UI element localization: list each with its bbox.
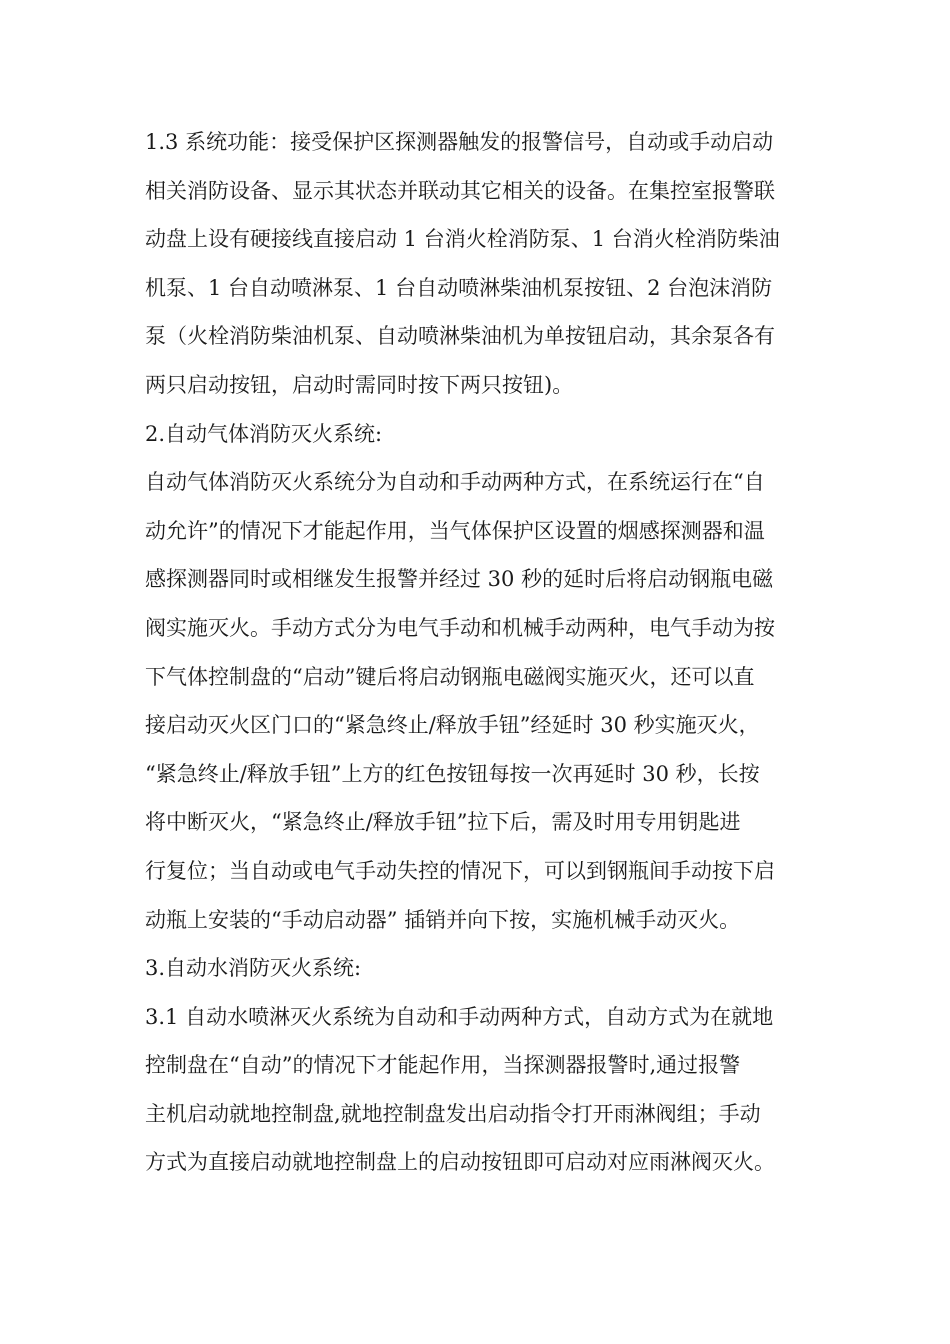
text-line-10: 感探测器同时或相继发生报警并经过 30 秒的延时后将启动钢瓶电磁 — [145, 567, 774, 592]
text-line-17: 动瓶上安装的“手动启动器” 插销并向下按，实施机械手动灭火。 — [145, 907, 741, 932]
text-line-22: 方式为直接启动就地控制盘上的启动按钮即可启动对应雨淋阀灭火。 — [145, 1150, 775, 1175]
text-line-19: 3.1 自动水喷淋灭火系统为自动和手动两种方式，自动方式为在就地 — [145, 1004, 774, 1029]
text-line-20: 控制盘在“自动”的情况下才能起作用，当探测器报警时,通过报警 — [145, 1053, 741, 1078]
text-line-13: 接启动灭火区门口的“紧急终止/释放手钮”经延时 30 秒实施灭火， — [145, 713, 760, 738]
text-line-21: 主机启动就地控制盘,就地控制盘发出启动指令打开雨淋阀组；手动 — [145, 1101, 761, 1126]
text-line-14: “紧急终止/释放手钮”上方的红色按钮每按一次再延时 30 秒，长按 — [145, 761, 760, 786]
text-line-9: 动允许”的情况下才能起作用，当气体保护区设置的烟感探测器和温 — [145, 518, 765, 543]
section-heading-2: 2.自动气体消防灭火系统: — [145, 421, 383, 446]
text-line-16: 行复位；当自动或电气手动失控的情况下，可以到钢瓶间手动按下启 — [145, 858, 775, 883]
text-line-11: 阀实施灭火。手动方式分为电气手动和机械手动两种，电气手动为按 — [145, 615, 775, 640]
document-body — [145, 118, 810, 1187]
text-line-6: 两只启动按钮，启动时需同时按下两只按钮)。 — [145, 372, 574, 397]
text-line-8: 自动气体消防灭火系统分为自动和手动两种方式，在系统运行在“自 — [145, 470, 765, 495]
text-line-4: 机泵、1 台自动喷淋泵、1 台自动喷淋柴油机泵按钮、2 台泡沫消防 — [145, 275, 773, 300]
section-heading-3: 3.自动水消防灭火系统: — [145, 956, 362, 981]
text-line-1: 1.3 系统功能：接受保护区探测器触发的报警信号，自动或手动启动 — [145, 130, 774, 154]
text-line-5: 泵（火栓消防柴油机泵、自动喷淋柴油机为单按钮启动，其余泵各有 — [145, 324, 775, 349]
text-line-2: 相关消防设备、显示其状态并联动其它相关的设备。在集控室报警联 — [145, 178, 775, 203]
text-line-15: 将中断灭火，“紧急终止/释放手钮”拉下后，需及时用专用钥匙进 — [145, 810, 741, 835]
text-line-12: 下气体控制盘的“启动”键后将启动钢瓶电磁阀实施灭火，还可以直 — [145, 664, 755, 689]
text-line-3: 动盘上设有硬接线直接启动 1 台消火栓消防泵、1 台消火栓消防柴油 — [145, 227, 780, 252]
